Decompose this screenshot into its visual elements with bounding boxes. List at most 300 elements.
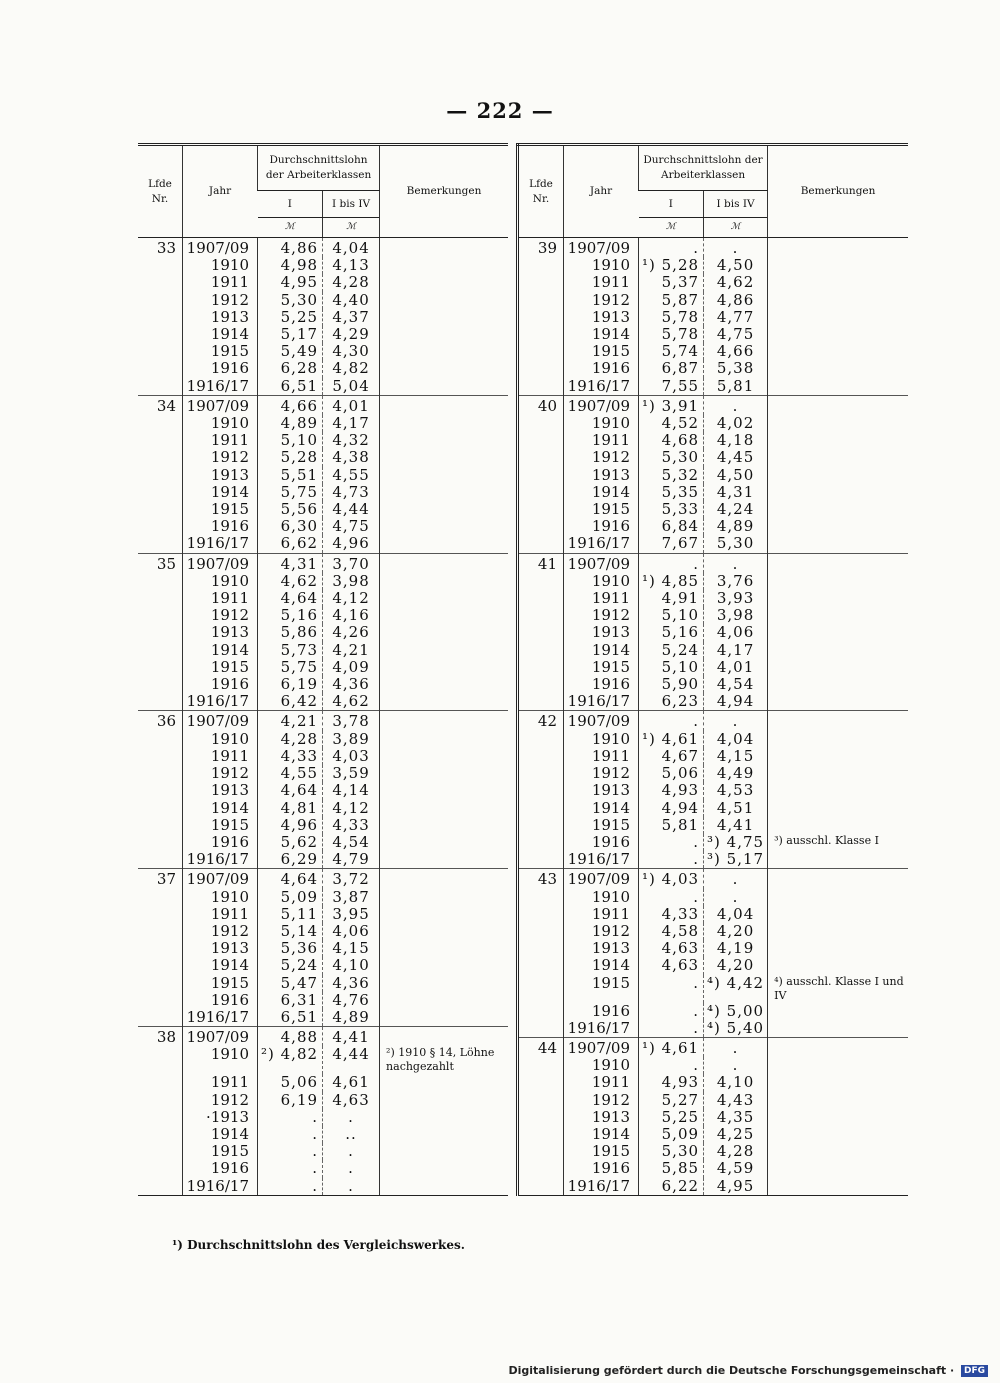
year-cell: 1907/09 — [564, 711, 639, 731]
year-cell: 1916 — [183, 834, 258, 851]
wage-class-i-iv-cell: 4,01 — [323, 395, 380, 415]
wage-class-i-cell: 4,68 — [639, 432, 704, 449]
wage-class-i-iv-cell: . — [704, 1057, 768, 1074]
year-cell: 1913 — [183, 624, 258, 641]
wage-class-i-cell: 7,55 — [639, 378, 704, 396]
row-number: 43 — [518, 869, 564, 889]
year-cell: 1913 — [183, 467, 258, 484]
year-cell: 1911 — [183, 432, 258, 449]
remarks-cell — [380, 449, 508, 466]
row-number — [138, 817, 183, 834]
row-number — [138, 1143, 183, 1160]
remarks-cell — [768, 518, 908, 535]
wage-class-i-iv-cell: 4,50 — [704, 467, 768, 484]
wage-class-i-cell: 6,42 — [258, 693, 323, 711]
remarks-cell — [380, 415, 508, 432]
remarks-cell — [768, 642, 908, 659]
year-cell: 1915 — [564, 817, 639, 834]
wage-class-i-iv-cell: 4,15 — [704, 748, 768, 765]
remarks-cell — [380, 975, 508, 992]
wage-class-i-iv-cell: 4,41 — [323, 1027, 380, 1047]
row-number — [138, 782, 183, 799]
row-number — [518, 642, 564, 659]
wage-class-i-iv-cell: 4,54 — [704, 676, 768, 693]
row-number — [518, 573, 564, 590]
wage-class-i-cell: 4,21 — [258, 711, 323, 731]
wage-class-i-cell: 6,31 — [258, 992, 323, 1009]
table-row — [138, 940, 508, 957]
wage-class-i-iv-cell: 4,63 — [323, 1092, 380, 1109]
year-cell: 1915 — [183, 1143, 258, 1160]
remarks-cell — [380, 624, 508, 641]
table-row — [138, 765, 508, 782]
wage-class-i-iv-cell: ³) 4,75 — [704, 834, 768, 851]
year-cell: 1911 — [183, 1074, 258, 1091]
remarks-cell — [380, 923, 508, 940]
remarks-cell — [768, 906, 908, 923]
page-number: — 222 — — [446, 98, 554, 123]
year-cell: 1907/09 — [564, 553, 639, 573]
wage-class-i-iv-cell: 4,86 — [704, 292, 768, 309]
year-cell: 1913 — [564, 467, 639, 484]
remarks-cell — [380, 957, 508, 974]
row-number — [138, 274, 183, 291]
year-cell: 1916 — [183, 676, 258, 693]
wage-class-i-iv-cell: 4,19 — [704, 940, 768, 957]
wage-class-i-iv-cell: 5,30 — [704, 535, 768, 553]
remarks-cell — [768, 748, 908, 765]
remarks-cell — [380, 326, 508, 343]
remarks-cell: ²) 1910 § 14, Löhne nachgezahlt — [380, 1046, 508, 1074]
row-number — [138, 607, 183, 624]
table-row — [138, 257, 508, 274]
table-row — [138, 1027, 508, 1047]
row-number — [138, 360, 183, 377]
wage-class-i-iv-cell: 4,10 — [323, 957, 380, 974]
remarks-cell — [768, 1178, 908, 1196]
remarks-cell — [768, 1020, 908, 1038]
wage-class-i-cell: 6,84 — [639, 518, 704, 535]
table-row — [138, 309, 508, 326]
wage-class-i-iv-cell: 4,36 — [323, 975, 380, 992]
year-cell: 1914 — [564, 1126, 639, 1143]
table-row — [138, 782, 508, 799]
wage-class-i-iv-cell: 4,96 — [323, 535, 380, 553]
right-table — [516, 143, 908, 1196]
wage-class-i-cell: 5,16 — [639, 624, 704, 641]
wage-class-i-cell: 5,85 — [639, 1160, 704, 1177]
wage-class-i-iv-cell: 4,44 — [323, 1046, 380, 1074]
year-cell: 1913 — [183, 940, 258, 957]
row-number — [518, 731, 564, 748]
table-row — [518, 1057, 909, 1074]
row-number — [138, 309, 183, 326]
wage-class-i-iv-cell: 4,20 — [704, 957, 768, 974]
wage-class-i-iv-cell: 4,62 — [704, 274, 768, 291]
wage-class-i-cell: 5,62 — [258, 834, 323, 851]
remarks-cell — [768, 274, 908, 291]
wage-class-i-iv-cell: 3,98 — [704, 607, 768, 624]
table-row — [518, 484, 909, 501]
table-row — [138, 642, 508, 659]
row-number: 42 — [518, 711, 564, 731]
wage-class-i-iv-cell: 3,59 — [323, 765, 380, 782]
remarks-cell — [380, 731, 508, 748]
wage-class-i-iv-cell: 4,26 — [323, 624, 380, 641]
wage-class-i-iv-cell: 4,10 — [704, 1074, 768, 1091]
table-row — [138, 535, 508, 553]
wage-class-i-cell: 6,22 — [639, 1178, 704, 1196]
wage-class-i-iv-cell: 4,28 — [323, 274, 380, 291]
year-cell: 1916 — [564, 834, 639, 851]
remarks-cell — [380, 782, 508, 799]
wage-class-i-cell: 4,64 — [258, 869, 323, 889]
remarks-cell — [380, 1109, 508, 1126]
wage-class-i-iv-cell: 4,04 — [323, 238, 380, 258]
table-row — [138, 238, 508, 258]
row-number: 37 — [138, 869, 183, 889]
year-cell: 1914 — [564, 326, 639, 343]
wage-class-i-cell: 4,33 — [258, 748, 323, 765]
wage-class-i-iv-cell: .. — [323, 1126, 380, 1143]
table-row — [138, 573, 508, 590]
wage-class-i-iv-cell: 4,17 — [704, 642, 768, 659]
wage-class-i-iv-cell: 4,54 — [323, 834, 380, 851]
row-number — [518, 676, 564, 693]
year-cell: 1915 — [183, 501, 258, 518]
year-cell: 1910 — [183, 257, 258, 274]
remarks-cell — [768, 800, 908, 817]
remarks-cell — [380, 889, 508, 906]
table-row — [518, 274, 909, 291]
wage-class-i-iv-cell: 3,78 — [323, 711, 380, 731]
table-row — [138, 923, 508, 940]
row-number — [518, 906, 564, 923]
year-cell: 1912 — [564, 607, 639, 624]
row-number — [138, 343, 183, 360]
table-row — [518, 800, 909, 817]
remarks-cell — [768, 415, 908, 432]
wage-class-i-iv-cell: 4,53 — [704, 782, 768, 799]
wage-class-i-iv-cell: 4,21 — [323, 642, 380, 659]
wage-class-i-iv-cell: ⁴) 4,42 — [704, 975, 768, 1003]
footnote: ¹) Durchschnittslohn des Vergleichswerkes. — [172, 1238, 465, 1252]
wage-class-i-cell: 5,36 — [258, 940, 323, 957]
remarks-cell — [380, 992, 508, 1009]
table-row — [518, 257, 909, 274]
row-number — [138, 642, 183, 659]
wage-class-i-cell: 5,86 — [258, 624, 323, 641]
remarks-cell — [380, 1178, 508, 1196]
wage-class-i-cell: 4,64 — [258, 590, 323, 607]
table-row — [138, 1143, 508, 1160]
wage-class-i-cell: 5,75 — [258, 659, 323, 676]
row-number — [518, 1178, 564, 1196]
wage-class-i-iv-cell: 5,38 — [704, 360, 768, 377]
wage-class-i-iv-cell: 4,36 — [323, 676, 380, 693]
row-number — [138, 1074, 183, 1091]
table-row — [518, 834, 909, 851]
wage-class-i-iv-cell: 3,72 — [323, 869, 380, 889]
row-number — [138, 1126, 183, 1143]
year-cell: 1911 — [564, 1074, 639, 1091]
wage-class-i-iv-cell: . — [704, 553, 768, 573]
left-table — [138, 143, 508, 1196]
table-row — [138, 449, 508, 466]
wage-class-i-cell: . — [639, 975, 704, 1003]
remarks-cell — [380, 711, 508, 731]
table-row — [138, 992, 508, 1009]
wage-class-i-cell: 7,67 — [639, 535, 704, 553]
wage-class-i-cell: 6,28 — [258, 360, 323, 377]
table-row — [518, 360, 909, 377]
table-row — [138, 467, 508, 484]
row-number — [518, 1160, 564, 1177]
year-cell: 1916/17 — [564, 535, 639, 553]
wage-class-i-iv-cell: 4,77 — [704, 309, 768, 326]
year-cell: 1911 — [183, 906, 258, 923]
row-number — [138, 484, 183, 501]
row-number — [138, 1178, 183, 1196]
table-row — [138, 432, 508, 449]
year-cell: 1916/17 — [183, 851, 258, 869]
table-row — [138, 889, 508, 906]
year-cell: 1916/17 — [183, 1178, 258, 1196]
year-cell: 1910 — [564, 1057, 639, 1074]
row-number — [138, 906, 183, 923]
wage-class-i-cell: 6,87 — [639, 360, 704, 377]
remarks-cell — [380, 607, 508, 624]
table-row — [518, 607, 909, 624]
remarks-cell — [380, 1160, 508, 1177]
wage-class-i-iv-cell: 4,09 — [323, 659, 380, 676]
remarks-cell — [380, 906, 508, 923]
header-col-i-iv: I bis IV — [704, 191, 768, 218]
wage-class-i-iv-cell: 4,35 — [704, 1109, 768, 1126]
year-cell: 1911 — [564, 432, 639, 449]
wage-class-i-cell: 4,64 — [258, 782, 323, 799]
wage-class-i-iv-cell: 4,45 — [704, 449, 768, 466]
remarks-cell — [768, 851, 908, 869]
wage-class-i-cell: 5,09 — [639, 1126, 704, 1143]
row-number — [138, 1092, 183, 1109]
wage-class-i-cell: 4,93 — [639, 1074, 704, 1091]
wage-class-i-iv-cell: . — [704, 1037, 768, 1057]
remarks-cell — [768, 1057, 908, 1074]
remarks-cell — [768, 940, 908, 957]
year-cell: 1907/09 — [183, 553, 258, 573]
year-cell: 1916 — [183, 1160, 258, 1177]
wage-class-i-cell: ¹) 3,91 — [639, 395, 704, 415]
wage-class-i-cell: 4,94 — [639, 800, 704, 817]
year-cell: 1914 — [183, 642, 258, 659]
row-number — [138, 432, 183, 449]
row-number — [518, 940, 564, 957]
row-number — [138, 693, 183, 711]
remarks-cell — [768, 257, 908, 274]
table-row — [138, 676, 508, 693]
remarks-cell — [380, 343, 508, 360]
table-row — [138, 1109, 508, 1126]
table-row — [138, 906, 508, 923]
wage-class-i-iv-cell: 4,59 — [704, 1160, 768, 1177]
table-row — [518, 1160, 909, 1177]
wage-class-i-iv-cell: 4,49 — [704, 765, 768, 782]
year-cell: 1911 — [564, 590, 639, 607]
wage-class-i-cell: 5,33 — [639, 501, 704, 518]
wage-class-i-iv-cell: . — [704, 711, 768, 731]
remarks-cell — [380, 693, 508, 711]
row-number — [518, 1143, 564, 1160]
table-row — [138, 748, 508, 765]
row-number — [138, 1009, 183, 1027]
wage-class-i-cell: 5,47 — [258, 975, 323, 992]
wage-class-i-iv-cell: 4,12 — [323, 800, 380, 817]
wage-class-i-cell: 5,90 — [639, 676, 704, 693]
table-row — [138, 624, 508, 641]
remarks-cell — [380, 800, 508, 817]
table-row — [138, 395, 508, 415]
wage-class-i-cell: 4,66 — [258, 395, 323, 415]
wage-class-i-cell: 4,67 — [639, 748, 704, 765]
year-cell: 1915 — [183, 817, 258, 834]
table-row — [138, 518, 508, 535]
year-cell: 1910 — [564, 731, 639, 748]
remarks-cell — [380, 274, 508, 291]
remarks-cell — [380, 748, 508, 765]
remarks-cell — [768, 869, 908, 889]
remarks-cell — [768, 1143, 908, 1160]
remarks-cell — [380, 1074, 508, 1091]
row-number — [518, 693, 564, 711]
table-row — [518, 573, 909, 590]
table-row — [138, 693, 508, 711]
table-row — [138, 1074, 508, 1091]
table-row — [138, 1009, 508, 1027]
row-number — [518, 484, 564, 501]
remarks-cell — [768, 484, 908, 501]
wage-class-i-iv-cell: 4,95 — [704, 1178, 768, 1196]
wage-class-i-iv-cell: . — [704, 869, 768, 889]
wage-class-i-cell: . — [639, 1057, 704, 1074]
year-cell: 1910 — [183, 573, 258, 590]
remarks-cell — [380, 535, 508, 553]
remarks-cell — [768, 573, 908, 590]
header-unit: ℳ — [704, 218, 768, 238]
year-cell: 1914 — [564, 484, 639, 501]
row-number — [518, 765, 564, 782]
table-row — [518, 957, 909, 974]
year-cell: 1916/17 — [564, 851, 639, 869]
remarks-cell — [768, 676, 908, 693]
year-cell: 1912 — [183, 1092, 258, 1109]
table-row — [138, 800, 508, 817]
wage-class-i-cell: 5,06 — [258, 1074, 323, 1091]
header-col-i-iv: I bis IV — [323, 191, 380, 218]
row-number — [138, 518, 183, 535]
row-number: 40 — [518, 395, 564, 415]
wage-class-i-cell: . — [639, 851, 704, 869]
wage-class-i-cell: 5,28 — [258, 449, 323, 466]
wage-class-i-cell: . — [639, 711, 704, 731]
remarks-cell — [380, 432, 508, 449]
header-jahr: Jahr — [564, 145, 639, 238]
wage-class-i-cell: 4,58 — [639, 923, 704, 940]
remarks-cell — [380, 360, 508, 377]
wage-class-i-iv-cell: 4,55 — [323, 467, 380, 484]
remarks-cell — [380, 484, 508, 501]
header-nr: Lfde Nr. — [138, 145, 183, 238]
wage-class-i-cell: 5,37 — [639, 274, 704, 291]
header-unit: ℳ — [323, 218, 380, 238]
wage-class-i-cell: 4,95 — [258, 274, 323, 291]
year-cell: 1913 — [183, 782, 258, 799]
remarks-cell — [768, 238, 908, 258]
year-cell: 1916 — [564, 360, 639, 377]
wage-class-i-cell: 5,87 — [639, 292, 704, 309]
table-row — [518, 906, 909, 923]
wage-class-i-cell: . — [639, 553, 704, 573]
wage-class-i-cell: 6,51 — [258, 1009, 323, 1027]
remarks-cell — [768, 309, 908, 326]
year-cell: 1912 — [183, 923, 258, 940]
year-cell: 1907/09 — [183, 238, 258, 258]
wage-class-i-cell: 5,09 — [258, 889, 323, 906]
credit-text: Digitalisierung gefördert durch die Deutsche Forschungsgemeinschaft · — [508, 1364, 955, 1377]
year-cell: 1913 — [564, 940, 639, 957]
right-table-body — [518, 238, 909, 1196]
wage-class-i-iv-cell: 4,06 — [323, 923, 380, 940]
wage-class-i-cell: 4,96 — [258, 817, 323, 834]
wage-class-i-cell: . — [258, 1109, 323, 1126]
table-row — [518, 851, 909, 869]
remarks-cell — [380, 642, 508, 659]
wage-class-i-cell: 4,81 — [258, 800, 323, 817]
remarks-cell — [768, 1092, 908, 1109]
wage-class-i-iv-cell: 4,37 — [323, 309, 380, 326]
header-col-i: I — [258, 191, 323, 218]
wage-class-i-iv-cell: 4,13 — [323, 257, 380, 274]
row-number — [518, 1057, 564, 1074]
wage-class-i-cell: 5,11 — [258, 906, 323, 923]
row-number: 38 — [138, 1027, 183, 1047]
row-number: 44 — [518, 1037, 564, 1057]
remarks-cell — [380, 659, 508, 676]
year-cell: 1912 — [564, 449, 639, 466]
table-row — [518, 518, 909, 535]
wage-class-i-iv-cell: 4,76 — [323, 992, 380, 1009]
year-cell: 1916/17 — [183, 378, 258, 396]
year-cell: 1915 — [564, 975, 639, 1003]
year-cell: 1915 — [183, 659, 258, 676]
wage-class-i-iv-cell: 4,75 — [323, 518, 380, 535]
table-row — [518, 1092, 909, 1109]
wage-class-i-iv-cell: 4,94 — [704, 693, 768, 711]
wage-class-i-iv-cell: 5,81 — [704, 378, 768, 396]
year-cell: 1910 — [564, 415, 639, 432]
wage-class-i-cell: 5,10 — [258, 432, 323, 449]
row-number — [138, 449, 183, 466]
wage-class-i-cell: 5,78 — [639, 326, 704, 343]
remarks-cell — [768, 590, 908, 607]
wage-class-i-cell: 5,10 — [639, 659, 704, 676]
remarks-cell — [768, 326, 908, 343]
wage-class-i-iv-cell: 4,44 — [323, 501, 380, 518]
remarks-cell — [380, 590, 508, 607]
table-row — [518, 676, 909, 693]
remarks-cell — [768, 889, 908, 906]
wage-class-i-cell: ¹) 5,28 — [639, 257, 704, 274]
